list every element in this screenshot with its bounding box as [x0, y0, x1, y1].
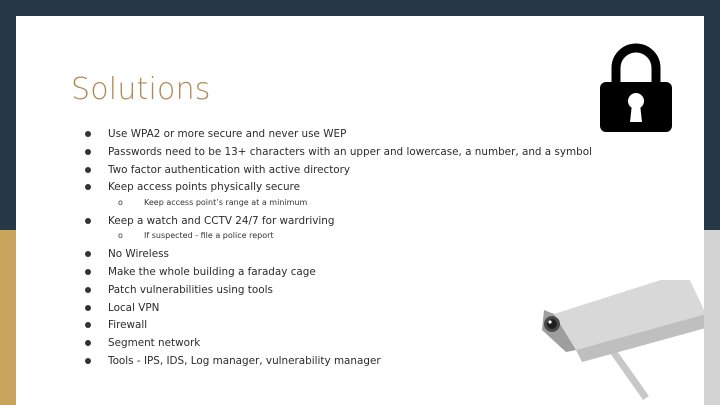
bullet-text: Segment network: [108, 337, 201, 349]
bullet-text: Keep access points physically secure: [108, 181, 300, 193]
bullet-dot: [85, 322, 91, 328]
sub-bullet-text: If suspected - file a police report: [144, 231, 274, 240]
list-item: [16, 126, 696, 142]
bullet-text: No Wireless: [108, 248, 169, 260]
bullet-text: Keep a watch and CCTV 24/7 for wardriving: [108, 215, 335, 227]
bullet-dot: [85, 131, 91, 137]
bullet-dot: [85, 149, 91, 155]
bullet-dot: [85, 305, 91, 311]
bullet-text: Local VPN: [108, 302, 160, 314]
bullet-dot: [85, 287, 91, 293]
list-item: [16, 162, 696, 178]
bullet-text: Make the whole building a faraday cage: [108, 266, 316, 278]
bullet-dot: [85, 184, 91, 190]
bullet-dot: [85, 269, 91, 275]
bullet-text: Use WPA2 or more secure and never use WEP: [108, 128, 347, 140]
padlock-icon: [599, 42, 673, 134]
slide-title: Solutions: [71, 72, 211, 107]
list-item: [16, 264, 696, 280]
bullet-text: Tools - IPS, IDS, Log manager, vulnerability manager: [108, 355, 381, 367]
bullet-text: Passwords need to be 13+ characters with an upper and lowercase, a number, and a symbol: [108, 146, 592, 158]
list-item: [16, 179, 696, 195]
bullet-dot: [85, 340, 91, 346]
bullet-dot: [85, 358, 91, 364]
sub-bullet-text: Keep access point’s range at a minimum: [144, 198, 308, 207]
list-item: [16, 144, 696, 160]
bullet-dot: [85, 218, 91, 224]
bullet-text: Two factor authentication with active directory: [108, 164, 351, 176]
bullet-dot: [85, 167, 91, 173]
slide: [16, 16, 704, 405]
bullet-text: Patch vulnerabilities using tools: [108, 284, 273, 296]
sub-bullet-marker: o: [118, 231, 123, 240]
security-camera-icon: [536, 280, 704, 405]
sub-bullet-marker: o: [118, 198, 123, 207]
list-item: [16, 246, 696, 262]
list-item: [16, 213, 696, 229]
bullet-dot: [85, 251, 91, 257]
bullet-text: Firewall: [108, 319, 148, 331]
